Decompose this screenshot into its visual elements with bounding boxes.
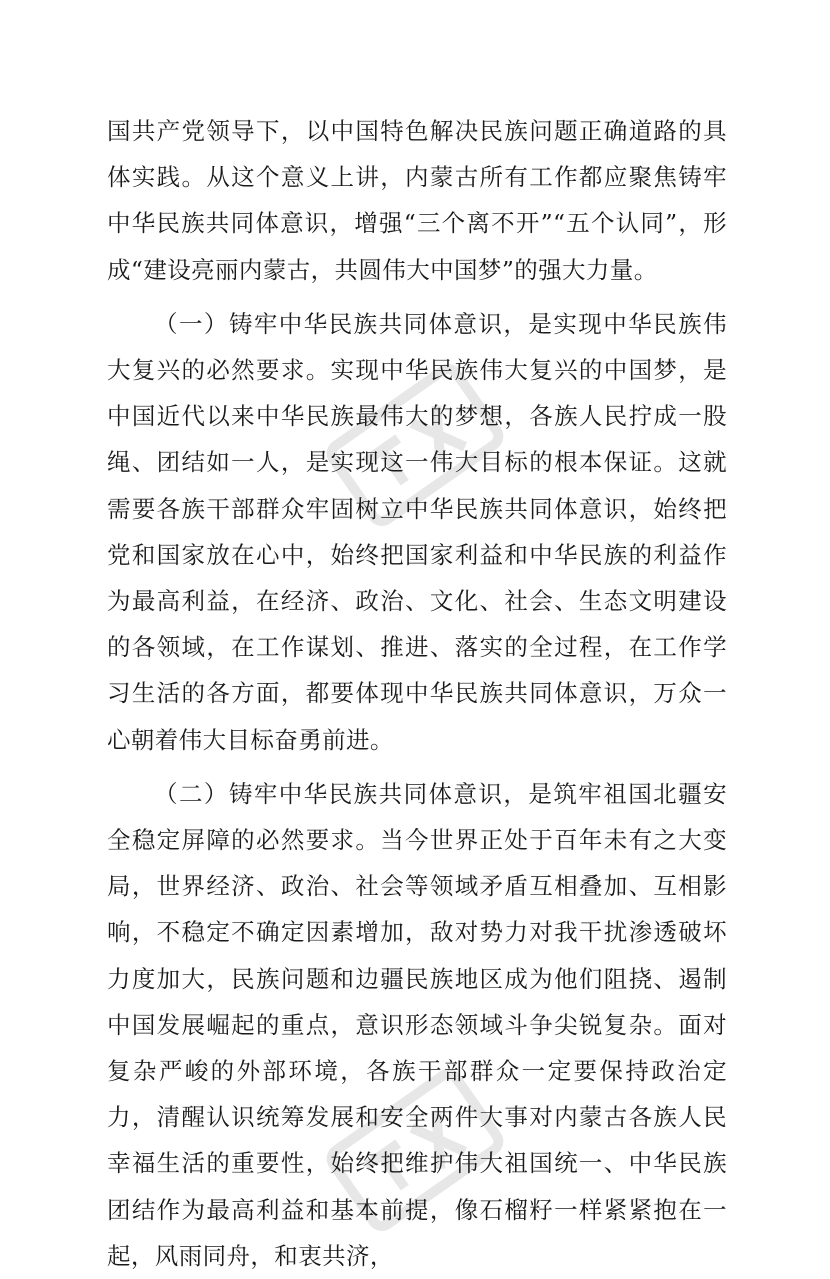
paragraph-section-two: （二）铸牢中华民族共同体意识，是筑牢祖国北疆安全稳定屏障的必然要求。当今世界正处于百年未有之大变局，世界经济、政治、社会等领域矛盾互相叠加、互相影响，不稳定不确定因素增加，敌对势力对我干扰渗透破坏力度加大，民族问题和边疆民族地区成为他们阻挠、遏制中国发展崛起的重点，意识形态领域斗争尖锐复杂。面对复杂严峻的外部环境，各族干部群众一定要保持政治定力，清醒认识统筹发展和安全两件大事对内蒙古各族人民幸福生活的重要性，始终把维护伟大祖国统一、中华民族团结作为最高利益和基本前提，像石榴籽一样紧紧抱在一起，风雨同舟，和衷共济， (107, 779, 727, 1270)
paragraph-continuation: 国共产党领导下，以中国特色解决民族问题正确道路的具体实践。从这个意义上讲，内蒙古所有工作都应聚焦铸牢中华民族共同体意识，增强“三个离不开”“五个认同”，形成“建设亮丽内蒙古，共圆伟大中国梦”的强大力量。 (107, 117, 727, 284)
paragraph-section-one: （一）铸牢中华民族共同体意识，是实现中华民族伟大复兴的必然要求。实现中华民族伟大复兴的中国梦，是中国近代以来中华民族最伟大的梦想，各族人民拧成一股绳、团结如一人，是实现这一伟大目标的根本保证。这就需要各族干部群众牢固树立中华民族共同体意识，始终把党和国家放在心中，始终把国家利益和中华民族的利益作为最高利益，在经济、政治、文化、社会、生态文明建设的各领域，在工作谋划、推进、落实的全过程，在工作学习生活的各方面，都要体现中华民族共同体意识，万众一心朝着伟大目标奋勇前进。 (107, 309, 727, 754)
document-body (107, 108, 727, 1279)
